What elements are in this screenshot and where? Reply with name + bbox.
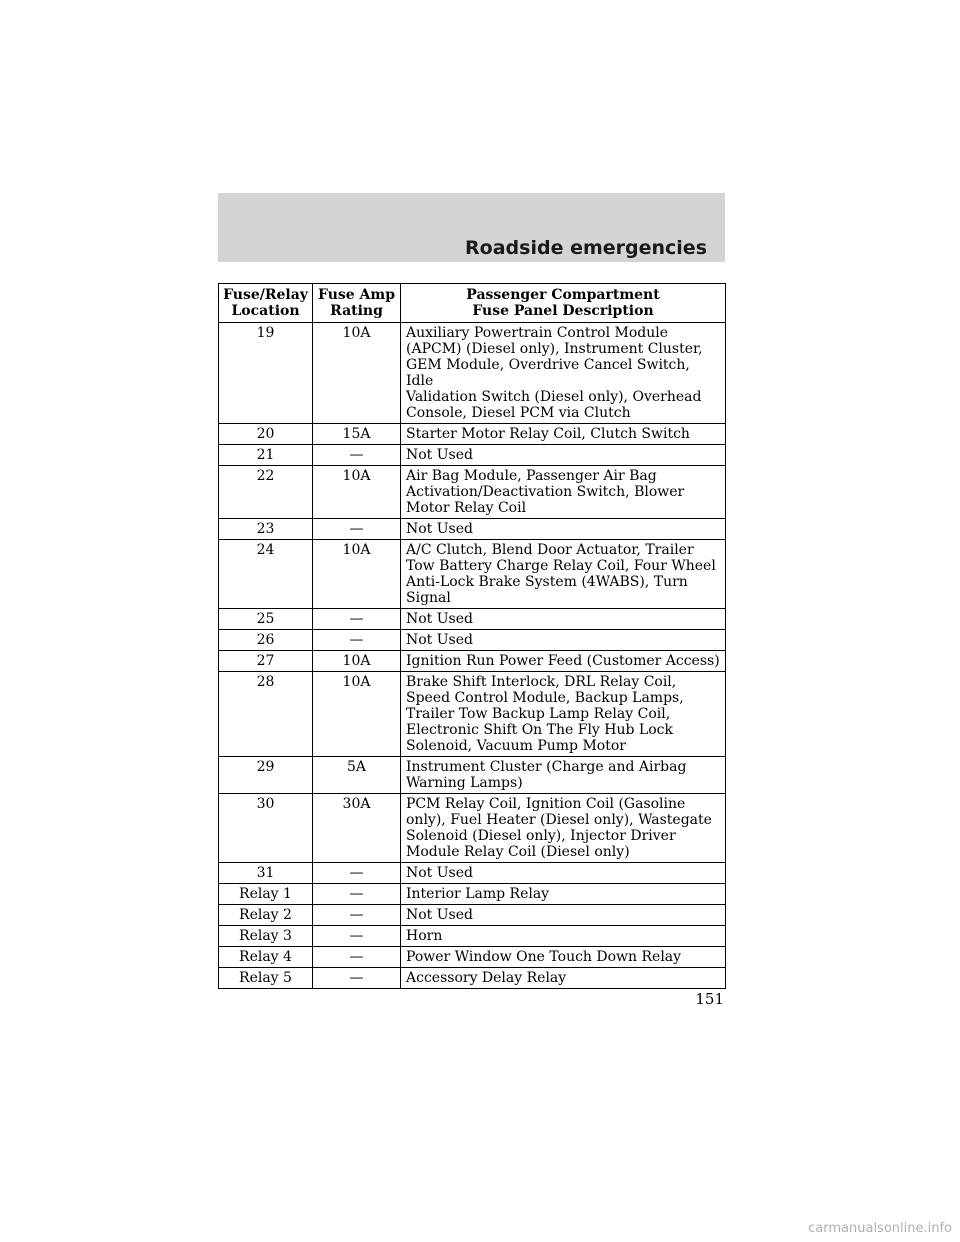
table-row bbox=[219, 540, 726, 609]
header-amp bbox=[313, 284, 401, 323]
fuse-location-cell: 21 bbox=[219, 445, 313, 466]
description-line: Air Bag Module, Passenger Air Bag bbox=[406, 468, 657, 484]
fuse-location-cell: 19 bbox=[219, 323, 313, 424]
table-row bbox=[219, 757, 726, 794]
table-row bbox=[219, 630, 726, 651]
fuse-location-cell: 30 bbox=[219, 794, 313, 863]
description-line: Speed Control Module, Backup Lamps, bbox=[406, 690, 684, 706]
section-header-band bbox=[218, 193, 725, 262]
fuse-location-cell: Relay 4 bbox=[219, 947, 313, 968]
table-row bbox=[219, 884, 726, 905]
fuse-location-cell: 22 bbox=[219, 466, 313, 519]
header-line: Location bbox=[231, 303, 300, 319]
description-line: Starter Motor Relay Coil, Clutch Switch bbox=[406, 426, 690, 442]
fuse-location-cell: 29 bbox=[219, 757, 313, 794]
fuse-amp-cell: 5A bbox=[313, 757, 401, 794]
description-line: Interior Lamp Relay bbox=[406, 886, 550, 902]
fuse-amp-cell: — bbox=[313, 968, 401, 989]
fuse-location-cell: Relay 3 bbox=[219, 926, 313, 947]
description-line: Instrument Cluster (Charge and Airbag bbox=[406, 759, 687, 775]
header-line: Fuse Amp bbox=[318, 287, 395, 303]
fuse-amp-cell: 10A bbox=[313, 672, 401, 757]
fuse-location-cell: Relay 5 bbox=[219, 968, 313, 989]
table-row bbox=[219, 651, 726, 672]
header-line: Fuse Panel Description bbox=[472, 303, 654, 319]
fuse-description-cell bbox=[401, 947, 726, 968]
description-line: Solenoid (Diesel only), Injector Driver bbox=[406, 828, 676, 844]
fuse-location-cell: Relay 2 bbox=[219, 905, 313, 926]
fuse-amp-cell: — bbox=[313, 947, 401, 968]
description-line: A/C Clutch, Blend Door Actuator, Trailer bbox=[406, 542, 694, 558]
table-header-row bbox=[219, 284, 726, 323]
fuse-amp-cell: 10A bbox=[313, 540, 401, 609]
description-line: Trailer Tow Backup Lamp Relay Coil, bbox=[406, 706, 671, 722]
fuse-location-cell: 27 bbox=[219, 651, 313, 672]
fuse-description-cell bbox=[401, 540, 726, 609]
description-line: Not Used bbox=[406, 632, 473, 648]
description-line: only), Fuel Heater (Diesel only), Wastegate bbox=[406, 812, 712, 828]
fuse-location-cell: 20 bbox=[219, 424, 313, 445]
description-line: GEM Module, Overdrive Cancel Switch, Idle bbox=[406, 357, 690, 389]
fuse-amp-cell: — bbox=[313, 863, 401, 884]
fuse-description-cell bbox=[401, 905, 726, 926]
fuse-amp-cell: — bbox=[313, 445, 401, 466]
description-line: (APCM) (Diesel only), Instrument Cluster, bbox=[406, 341, 703, 357]
description-line: Tow Battery Charge Relay Coil, Four Wheel bbox=[406, 558, 716, 574]
description-line: Not Used bbox=[406, 521, 473, 537]
fuse-location-cell: Relay 1 bbox=[219, 884, 313, 905]
page-number: 151 bbox=[695, 990, 724, 1008]
fuse-description-cell bbox=[401, 445, 726, 466]
description-line: Not Used bbox=[406, 907, 473, 923]
header-line: Passenger Compartment bbox=[466, 287, 660, 303]
fuse-description-cell bbox=[401, 863, 726, 884]
fuse-description-cell bbox=[401, 884, 726, 905]
fuse-amp-cell: 10A bbox=[313, 323, 401, 424]
table-row bbox=[219, 947, 726, 968]
fuse-amp-cell: — bbox=[313, 905, 401, 926]
fuse-amp-cell: 15A bbox=[313, 424, 401, 445]
description-line: Anti-Lock Brake System (4WABS), Turn bbox=[406, 574, 688, 590]
description-line: Warning Lamps) bbox=[406, 775, 523, 791]
description-line: Not Used bbox=[406, 865, 473, 881]
fuse-table-container bbox=[218, 283, 725, 989]
header-description bbox=[401, 284, 726, 323]
fuse-location-cell: 26 bbox=[219, 630, 313, 651]
description-line: Accessory Delay Relay bbox=[406, 970, 567, 986]
fuse-amp-cell: — bbox=[313, 519, 401, 540]
table-row bbox=[219, 905, 726, 926]
watermark: carmanualsonline.info bbox=[808, 1221, 952, 1236]
fuse-description-cell bbox=[401, 609, 726, 630]
fuse-amp-cell: — bbox=[313, 630, 401, 651]
description-line: Validation Switch (Diesel only), Overhead bbox=[406, 389, 702, 405]
fuse-location-cell: 31 bbox=[219, 863, 313, 884]
fuse-description-cell bbox=[401, 323, 726, 424]
description-line: Brake Shift Interlock, DRL Relay Coil, bbox=[406, 674, 677, 690]
fuse-amp-cell: — bbox=[313, 926, 401, 947]
fuse-description-cell bbox=[401, 672, 726, 757]
description-line: Solenoid, Vacuum Pump Motor bbox=[406, 738, 626, 754]
fuse-location-cell: 23 bbox=[219, 519, 313, 540]
fuse-description-cell bbox=[401, 519, 726, 540]
description-line: Console, Diesel PCM via Clutch bbox=[406, 405, 631, 421]
description-line: Not Used bbox=[406, 611, 473, 627]
table-row bbox=[219, 519, 726, 540]
description-line: Power Window One Touch Down Relay bbox=[406, 949, 682, 965]
table-row bbox=[219, 926, 726, 947]
fuse-description-cell bbox=[401, 651, 726, 672]
table-row bbox=[219, 609, 726, 630]
table-row bbox=[219, 794, 726, 863]
fuse-location-cell: 24 bbox=[219, 540, 313, 609]
fuse-description-cell bbox=[401, 757, 726, 794]
table-row bbox=[219, 445, 726, 466]
fuse-description-cell bbox=[401, 466, 726, 519]
table-body bbox=[219, 323, 726, 989]
fuse-location-cell: 25 bbox=[219, 609, 313, 630]
fuse-description-cell bbox=[401, 968, 726, 989]
description-line: Signal bbox=[406, 590, 451, 606]
description-line: Activation/Deactivation Switch, Blower bbox=[406, 484, 685, 500]
description-line: Ignition Run Power Feed (Customer Access) bbox=[406, 653, 720, 669]
fuse-amp-cell: 10A bbox=[313, 466, 401, 519]
table-row bbox=[219, 466, 726, 519]
description-line: Motor Relay Coil bbox=[406, 500, 527, 516]
fuse-description-cell bbox=[401, 424, 726, 445]
table-row bbox=[219, 672, 726, 757]
description-line: Auxiliary Powertrain Control Module bbox=[406, 325, 669, 341]
table-row bbox=[219, 863, 726, 884]
header-line: Rating bbox=[330, 303, 383, 319]
description-line: Electronic Shift On The Fly Hub Lock bbox=[406, 722, 673, 738]
fuse-amp-cell: 30A bbox=[313, 794, 401, 863]
fuse-table bbox=[218, 283, 726, 989]
table-row bbox=[219, 968, 726, 989]
table-row bbox=[219, 323, 726, 424]
fuse-amp-cell: — bbox=[313, 609, 401, 630]
header-location bbox=[219, 284, 313, 323]
fuse-description-cell bbox=[401, 794, 726, 863]
fuse-amp-cell: 10A bbox=[313, 651, 401, 672]
description-line: Horn bbox=[406, 928, 443, 944]
fuse-amp-cell: — bbox=[313, 884, 401, 905]
fuse-description-cell bbox=[401, 630, 726, 651]
fuse-location-cell: 28 bbox=[219, 672, 313, 757]
description-line: PCM Relay Coil, Ignition Coil (Gasoline bbox=[406, 796, 686, 812]
section-title: Roadside emergencies bbox=[465, 237, 707, 259]
table-row bbox=[219, 424, 726, 445]
description-line: Not Used bbox=[406, 447, 473, 463]
fuse-description-cell bbox=[401, 926, 726, 947]
description-line: Module Relay Coil (Diesel only) bbox=[406, 844, 630, 860]
header-line: Fuse/Relay bbox=[223, 287, 308, 303]
